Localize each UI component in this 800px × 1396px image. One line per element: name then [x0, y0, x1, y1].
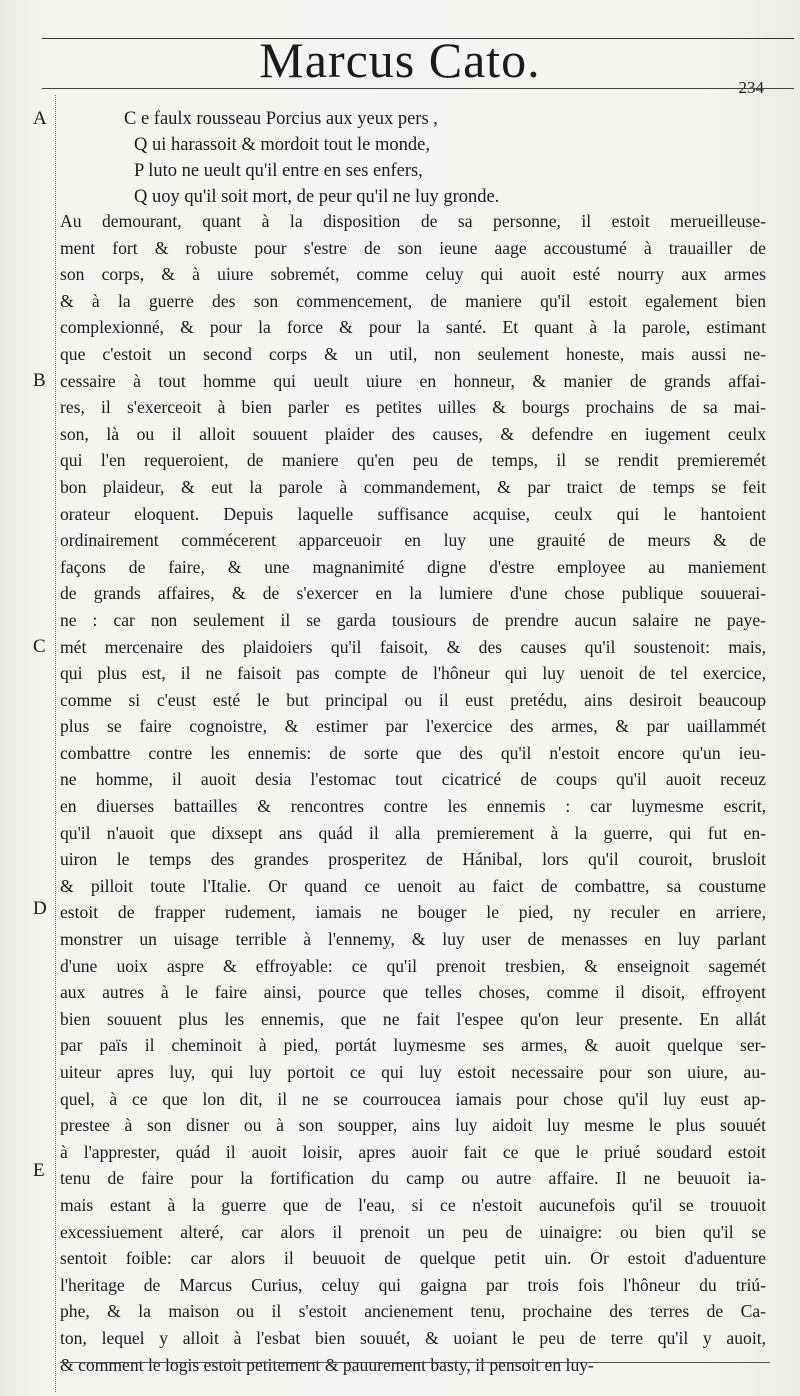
text-line: comme si c'eust esté le but principal ou il eust pretédu, ains desiroit beaucoup — [60, 689, 766, 710]
text-line: Au demourant, quant à la disposition de sa personne, il estoit merueilleuse- — [60, 211, 766, 231]
text-line: ment fort & robuste pour s'estre de son ieune aage accoustumé à trauailler de — [60, 237, 766, 258]
bottom-rule — [60, 1362, 770, 1363]
verse-block — [120, 106, 499, 210]
text-line: ne : car non seulement il se garda tousiours de prendre aucun salaire ne paye- — [60, 609, 766, 630]
margin-letter-a: A — [33, 108, 47, 129]
verse-line: Q uoy qu'il soit mort, de peur qu'il ne luy gronde. — [134, 187, 500, 207]
text-line: aux autres à le faire ainsi, pource que telles choses, comme il disoit, effroyent — [60, 982, 766, 1003]
text-line: res, il s'exerceoit à bien parler es petites uilles & bourgs prochains de sa mai- — [60, 397, 766, 418]
body-text — [60, 208, 766, 1378]
text-line: cessaire à tout homme qui ueult uiure en honneur, & manier de grands affai- — [60, 370, 766, 391]
margin-letter-e: E — [33, 1160, 45, 1181]
text-line: ne homme, il auoit desia l'estomac tout cicatricé de coups qu'il auoit receuz — [60, 769, 766, 790]
text-line: uiteur apres luy, qui luy portoit ce qui luy estoit necessaire pour son uiure, au- — [60, 1062, 766, 1082]
text-line: & à la guerre des son commencement, de maniere qu'il estoit egalement bien — [60, 290, 766, 311]
text-line: uiron le temps des grandes prosperitez de Hánibal, lors qu'il couroit, brusloit — [60, 849, 766, 870]
text-line: quel, à ce que lon dit, il ne se courroucea iamais pour chose qu'il luy eust ap- — [60, 1088, 766, 1109]
text-line: de grands affaires, & de s'exercer en la lumiere d'une chose publique souuerai- — [60, 583, 766, 604]
text-line: ordinairement commécerent apparceuoir en luy une grauité de meurs & de — [60, 530, 766, 551]
margin-letter-b: B — [33, 370, 46, 391]
margin-rule — [55, 95, 56, 1392]
text-line: mais estant à la guerre que de l'eau, si ce n'estoit aucunefois qu'il se trouuoit — [60, 1194, 766, 1215]
text-line: son, là ou il alloit souuent plaider des causes, & defendre en iugement ceulx — [60, 423, 766, 444]
text-line: sentoit foible: car alors il beuuoit de quelque petit uin. Or estoit d'aduenture — [60, 1248, 766, 1269]
page-title: Marcus Cato. — [259, 32, 541, 88]
text-line: tenu de faire pour la fortification du camp ou autre affaire. Il ne beuuoit ia- — [60, 1168, 766, 1189]
text-line: en diuerses battailles & rencontres contre les ennemis : car luymesme escrit, — [60, 796, 766, 817]
text-line: & comment le logis estoit petitement & pauurement basty, il pensoit en luy- — [60, 1354, 594, 1375]
text-line: façons de faire, & une magnanimité digne d'estre employee au maniement — [60, 556, 766, 577]
text-line: complexionné, & pour la force & pour la santé. Et quant à la parole, estimant — [60, 317, 766, 338]
text-line: par païs il cheminoit à pied, portát luymesme ses armes, & auoit quelque ser- — [60, 1035, 766, 1056]
margin-letter-d: D — [33, 898, 47, 919]
text-line: qui l'en requeroient, de maniere qu'en peu de temps, il se rendit premieremét — [60, 450, 766, 471]
text-line: phe, & la maison ou il s'estoit ancienement tenu, prochaine des terres de Ca- — [60, 1301, 766, 1322]
text-line: estoit de frapper rudement, iamais ne bouger le pied, ny reculer en arriere, — [60, 902, 766, 923]
text-line: son corps, & à uiure sobremét, comme celuy qui auoit esté nourry aux armes — [60, 264, 766, 285]
text-line: que c'estoit un second corps & un util, non seulement honeste, mais aussi ne- — [60, 343, 766, 364]
text-line: & pilloit toute l'Italie. Or quand ce uenoit au faict de combattre, sa coustume — [60, 875, 766, 896]
text-line: qu'il n'auoit que dixsept ans quád il alla premierement à la guerre, qui fut en- — [60, 822, 766, 843]
text-line: monstrer un uisage terrible à l'ennemy, & luy user de menasses en luy parlant — [60, 929, 766, 950]
text-line: prestee à son disner ou à son soupper, ains luy aidoit luy mesme le plus souuét — [60, 1115, 766, 1136]
text-line: combattre contre les ennemis: de sorte que des qu'il n'estoit encore qu'un ieu- — [60, 742, 766, 763]
folio-number: 234 — [738, 78, 764, 97]
text-line: qui plus est, il ne faisoit pas compte de l'hôneur qui luy uenoit de tel exercice, — [60, 663, 766, 684]
text-line: mét mercenaire des plaidoiers qu'il faisoit, & des causes qu'il soustenoit: mais, — [60, 636, 766, 657]
verse-line: P luto ne ueult qu'il entre en ses enfers, — [134, 161, 423, 181]
header-rule — [42, 88, 794, 89]
text-line: plus se faire cognoistre, & estimer par l'exercice des armes, & par uaillammét — [60, 716, 766, 737]
text-line: l'heritage de Marcus Curius, celuy qui gaigna par trois fois l'hôneur du triú- — [60, 1274, 766, 1295]
verse-line: C e faulx rousseau Porcius aux yeux pers , — [124, 109, 438, 129]
text-line: orateur eloquent. Depuis laquelle suffisance acquise, ceulx qui le hantoient — [60, 503, 766, 524]
text-line: ton, lequel y alloit à l'esbat bien souuét, & uoiant le peu de terre qu'il y auoit, — [60, 1327, 766, 1348]
text-line: à l'apprester, quád il auoit loisir, apres auoir fait ce que le priué soudard estoit — [60, 1141, 766, 1162]
verse-line: Q ui harassoit & mordoit tout le monde, — [134, 135, 430, 155]
text-line: d'une uoix aspre & effroyable: ce qu'il prenoit tresbien, & enseignoit sagemét — [60, 955, 766, 976]
margin-letter-c: C — [33, 636, 46, 657]
text-line: excessiuement alteré, car alors il prenoit un peu de uinaigre: ou bien qu'il se — [60, 1221, 766, 1242]
text-line: bon plaideur, & eut la parole à commandement, & par traict de temps se feit — [60, 476, 766, 497]
text-line: bien souuent plus les ennemis, que ne fait l'espee qu'on leur presente. En allát — [60, 1008, 766, 1029]
